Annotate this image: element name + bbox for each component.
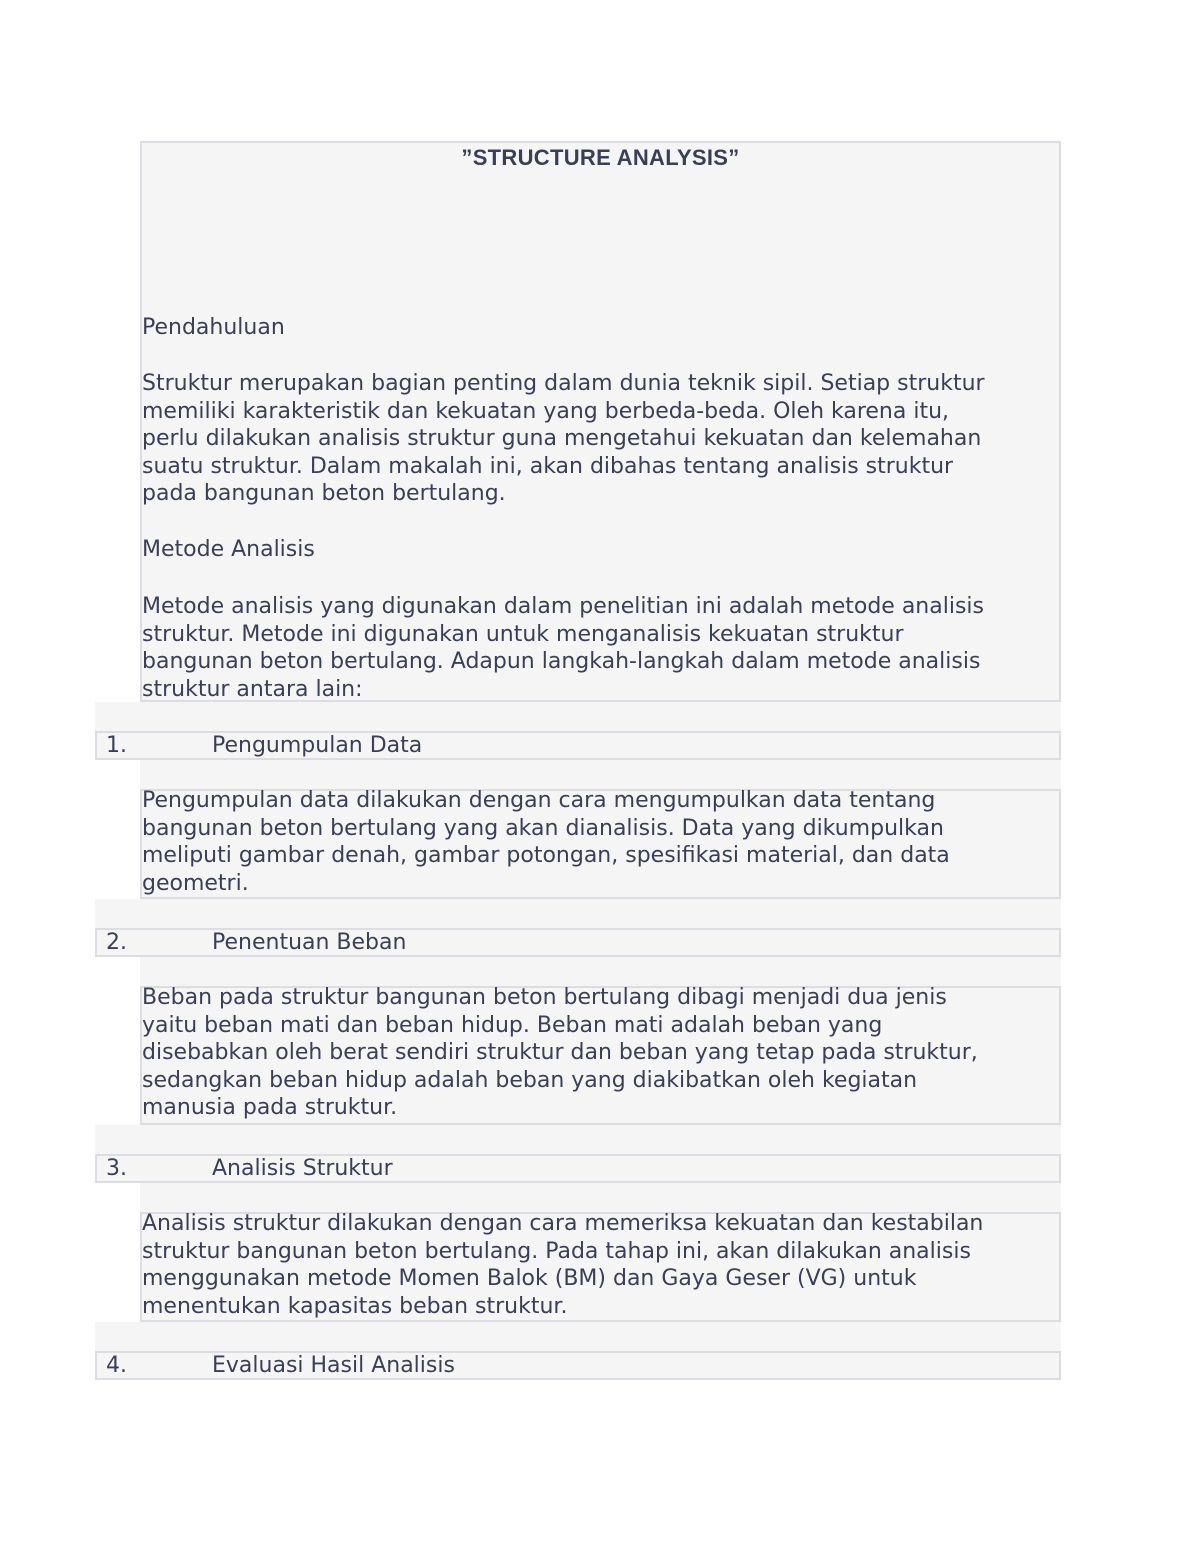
spacer (95, 702, 1061, 731)
step-3-number: 3. (106, 1156, 127, 1181)
step-4-title-row (95, 1351, 1061, 1380)
step-4-title: Evaluasi Hasil Analisis (212, 1353, 455, 1378)
spacer (140, 1183, 1061, 1212)
intro-heading: Pendahuluan (142, 315, 285, 340)
step-3-description: Analisis struktur dilakukan dengan cara memeriksa kekuatan dan kestabilan struktur bangunan beton bertulang. Pada tahap ini, akan dilakukan analisis menggunakan metode Momen Balok (BM) dan Gaya Geser (VG) untuk menentukan kapasitas beban struktur. (142, 1211, 984, 1319)
step-2-description: Beban pada struktur bangunan beton bertulang dibagi menjadi dua jenis yaitu beban mati dan beban hidup. Beban mati adalah beban yang disebabkan oleh berat sendiri struktur dan beban yang tetap pada struktur, sedangkan beban hidup adalah beban yang diakibatkan oleh kegiatan manusia pada struktur. (142, 985, 978, 1120)
spacer (95, 1125, 1061, 1154)
document-title: ”STRUCTURE ANALYSIS” (461, 145, 740, 170)
intro-section (140, 141, 1061, 702)
step-1-number: 1. (106, 733, 127, 758)
step-1-description-box (140, 789, 1061, 899)
spacer (140, 957, 1061, 986)
step-3-title-row (95, 1154, 1061, 1183)
step-1-description: Pengumpulan data dilakukan dengan cara mengumpulkan data tentang bangunan beton bertulang yang akan dianalisis. Data yang dikumpulkan meliputi gambar denah, gambar potongan, spesifikasi material, dan data geometri. (142, 788, 950, 896)
spacer (95, 899, 1061, 928)
step-1-title-row (95, 731, 1061, 760)
step-2-title-row (95, 928, 1061, 957)
step-4-number: 4. (106, 1353, 127, 1378)
step-3-title: Analisis Struktur (212, 1156, 393, 1181)
spacer (95, 1322, 1061, 1351)
method-heading: Metode Analisis (142, 537, 315, 562)
step-3-description-box (140, 1212, 1061, 1322)
step-2-number: 2. (106, 930, 127, 955)
step-2-description-box (140, 986, 1061, 1125)
intro-paragraph: Struktur merupakan bagian penting dalam dunia teknik sipil. Setiap struktur memiliki karakteristik dan kekuatan yang berbeda-beda. Oleh karena itu, perlu dilakukan analisis struktur guna mengetahui kekuatan dan kelemahan suatu struktur. Dalam makalah ini, akan dibahas tentang analisis struktur pada bangunan beton bertulang. (142, 371, 985, 506)
spacer (140, 760, 1061, 789)
method-paragraph: Metode analisis yang digunakan dalam penelitian ini adalah metode analisis struktur. Metode ini digunakan untuk menganalisis kekuatan struktur bangunan beton bertulang. Adapun langkah-langkah dalam metode analisis struktur antara lain: (142, 594, 984, 702)
step-2-title: Penentuan Beban (212, 930, 407, 955)
step-1-title: Pengumpulan Data (212, 733, 423, 758)
